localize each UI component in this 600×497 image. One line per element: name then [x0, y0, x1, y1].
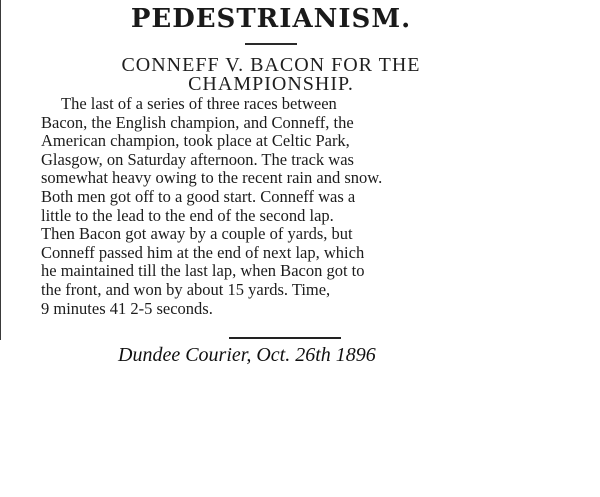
- body-line: Conneff passed him at the end of next lap, which: [41, 242, 365, 262]
- heading-rule: [245, 43, 297, 45]
- body-line: the front, and won by about 15 yards. Time,: [41, 279, 331, 299]
- body-line: American champion, took place at Celtic Park,: [41, 131, 350, 151]
- closing-rule: [229, 337, 341, 339]
- body-line: Bacon, the English champion, and Conneff, the: [41, 112, 354, 132]
- body-line: Both men got off to a good start. Conneff was a: [41, 186, 356, 206]
- headline-line-2: CHAMPIONSHIP.: [188, 73, 354, 95]
- article-body: [41, 95, 499, 318]
- body-line: The last of a series of three races between: [61, 95, 337, 113]
- body-line: somewhat heavy owing to the recent rain and snow.: [41, 168, 383, 188]
- body-line: little to the lead to the end of the second lap.: [41, 205, 334, 225]
- section-heading: PEDESTRIANISM.: [130, 4, 412, 34]
- body-line: Glasgow, on Saturday afternoon. The track was: [41, 149, 354, 169]
- headline-line-1: CONNEFF V. BACON FOR THE: [121, 54, 421, 76]
- body-line: 9 minutes 41 2-5 seconds.: [41, 298, 213, 318]
- body-line: Then Bacon got away by a couple of yards, but: [41, 224, 353, 244]
- source-caption: Dundee Courier, Oct. 26th 1896: [118, 344, 376, 366]
- article-headline: [61, 56, 481, 94]
- body-line: he maintained till the last lap, when Bacon got to: [41, 261, 365, 281]
